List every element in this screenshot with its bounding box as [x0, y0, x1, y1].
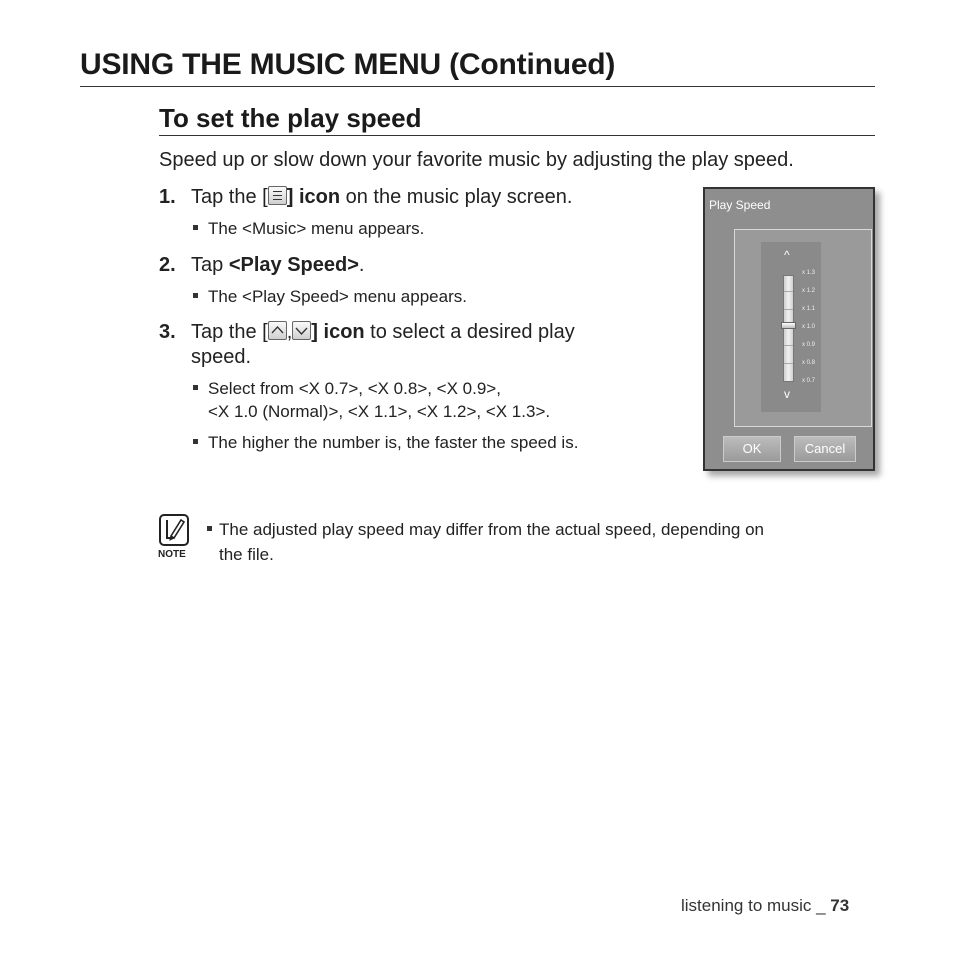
play-speed-screen	[703, 187, 875, 471]
section-title: To set the play speed	[159, 103, 422, 133]
bullet-icon	[193, 293, 198, 298]
scale-label: x 0.8	[802, 360, 816, 366]
cancel-button[interactable]: Cancel	[794, 436, 856, 462]
step-2-note: The <Play Speed> menu appears.	[193, 287, 467, 307]
step-3-note-options: Select from <X 0.7>, <X 0.8>, <X 0.9>,	[193, 379, 501, 399]
step-2: 2. Tap <Play Speed>.	[159, 254, 365, 276]
note-text: The adjusted play speed may differ from the actual speed, depending on the file.	[207, 517, 867, 567]
step-1-note: The <Music> menu appears.	[193, 219, 424, 239]
bullet-icon	[207, 526, 212, 531]
step-number: 2.	[159, 254, 176, 276]
step-1: 1. Tap the [ ] icon on the music play screen.	[159, 186, 573, 208]
note-pencil-icon	[159, 514, 189, 546]
note-label: NOTE	[158, 549, 186, 560]
scale-label: x 1.1	[802, 306, 816, 312]
scale-label: x 1.2	[802, 288, 816, 294]
scale-label: x 0.9	[802, 342, 816, 348]
speed-down-arrow[interactable]: v	[784, 387, 790, 401]
scale-label: x 1.3	[802, 270, 816, 276]
page-footer: listening to music _ 73	[681, 896, 850, 915]
section-divider	[159, 135, 875, 136]
speed-slider-panel	[761, 242, 821, 412]
bullet-icon	[193, 385, 198, 390]
bullet-icon	[193, 439, 198, 444]
speed-slider-thumb[interactable]	[781, 322, 796, 329]
title-divider	[80, 86, 875, 87]
screen-title: Play Speed	[709, 198, 771, 212]
step-3-line-2: speed.	[191, 346, 252, 368]
step-3-note-options-cont: <X 1.0 (Normal)>, <X 1.1>, <X 1.2>, <X 1.3>.	[208, 402, 551, 421]
step-3: 3. Tap the [ , ] icon to select a desired play	[159, 321, 575, 343]
page-title: USING THE MUSIC MENU (Continued)	[80, 48, 616, 81]
chevron-up-icon	[268, 321, 287, 340]
step-number: 1.	[159, 186, 176, 208]
menu-icon	[268, 186, 287, 205]
bullet-icon	[193, 225, 198, 230]
chevron-down-icon	[292, 321, 311, 340]
intro-text: Speed up or slow down your favorite music by adjusting the play speed.	[159, 149, 794, 171]
scale-label: x 1.0	[802, 324, 816, 330]
screen-body	[734, 229, 872, 427]
ok-button[interactable]: OK	[723, 436, 781, 462]
step-3-note-speed: The higher the number is, the faster the speed is.	[193, 433, 578, 453]
speed-up-arrow[interactable]: ^	[784, 248, 790, 262]
scale-label: x 0.7	[802, 378, 816, 384]
page-number: 73	[830, 896, 850, 915]
step-number: 3.	[159, 321, 176, 343]
